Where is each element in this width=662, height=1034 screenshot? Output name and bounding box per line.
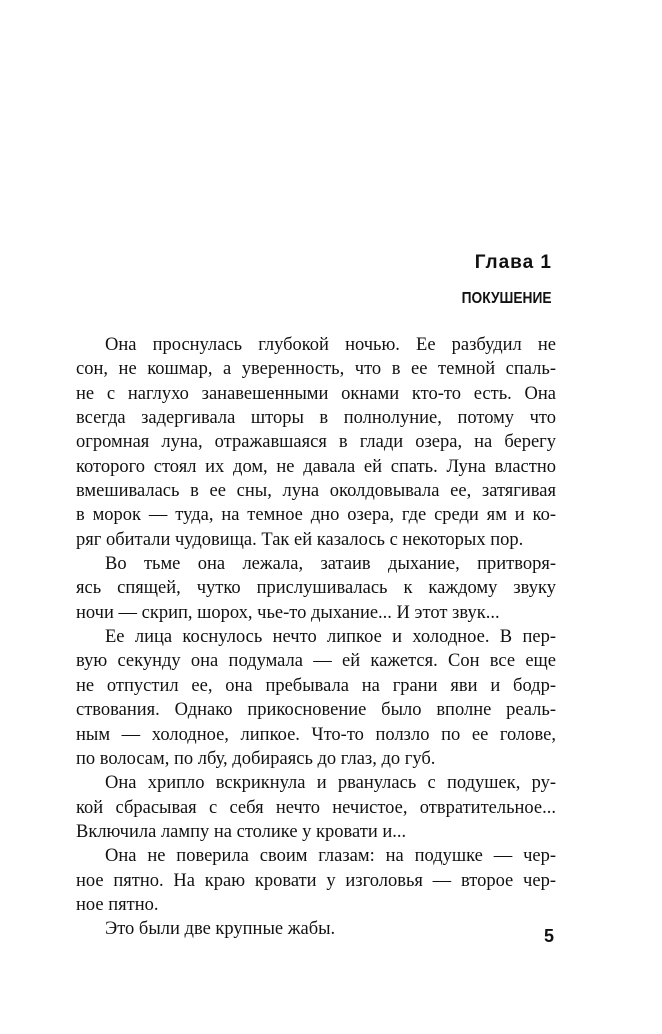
paragraph — [76, 844, 556, 917]
text-line: Она не поверила своим глазам: на подушке — чер- — [105, 846, 556, 867]
text-line: всегда задергивала шторы в полнолуние, потому что — [76, 408, 556, 429]
paragraph — [76, 771, 556, 844]
page-number: 5 — [543, 926, 554, 946]
text-line: не с наглухо занавешенными окнами кто-то есть. Она — [76, 383, 556, 404]
text-line: вую секунду она подумала — ей кажется. Сон все еще — [76, 651, 556, 672]
text-line: Ее лица коснулось нечто липкое и холодное. В пер- — [105, 627, 556, 648]
paragraph — [76, 625, 556, 771]
body-text — [76, 333, 556, 942]
text-line: вмешивалась в ее сны, луна околдовывала ее, затягивая — [76, 481, 556, 502]
text-line: ясь спящей, чутко прислушивалась к каждому звуку — [76, 578, 556, 599]
paragraph — [76, 552, 556, 625]
text-line: ное пятно. На краю кровати у изголовья — второе чер- — [76, 870, 556, 891]
text-line: ствования. Однако прикосновение было вполне реаль- — [76, 700, 556, 721]
chapter-title: ПОКУШЕНИЕ — [462, 290, 552, 307]
text-line: ночи — скрип, шорох, чье-то дыхание... И этот звук... — [76, 602, 500, 623]
chapter-number: Глава 1 — [474, 252, 552, 273]
text-line: ряг обитали чудовища. Так ей казалось с некоторых пор. — [76, 529, 524, 550]
text-line: Она проснулась глубокой ночью. Ее разбудил не — [105, 335, 556, 355]
paragraph — [76, 917, 556, 941]
text-line: кой сбрасывая с себя нечто нечистое, отвратительное... — [76, 797, 556, 818]
text-line: сон, не кошмар, а уверенность, что в ее темной спаль- — [76, 359, 556, 380]
text-line: Это были две крупные жабы. — [105, 919, 336, 940]
text-line: огромная луна, отражавшаяся в глади озера, на берегу — [76, 432, 556, 453]
text-line: по волосам, по лбу, добираясь до глаз, до губ. — [76, 748, 436, 769]
text-line: Включила лампу на столике у кровати и... — [76, 821, 407, 842]
text-line: Во тьме она лежала, затаив дыхание, притворя- — [105, 554, 556, 575]
paragraph — [76, 333, 556, 552]
text-line: в морок — туда, на темное дно озера, где среди ям и ко- — [76, 505, 556, 526]
text-line: которого стоял их дом, не давала ей спать. Луна властно — [76, 456, 556, 477]
text-line: ным — холодное, липкое. Что-то ползло по ее голове, — [76, 724, 556, 745]
text-line: ное пятно. — [76, 894, 159, 915]
text-line: Она хрипло вскрикнула и рванулась с подушек, ру- — [105, 773, 556, 794]
text-line: не отпустил ее, она пребывала на грани яви и бодр- — [76, 675, 556, 696]
